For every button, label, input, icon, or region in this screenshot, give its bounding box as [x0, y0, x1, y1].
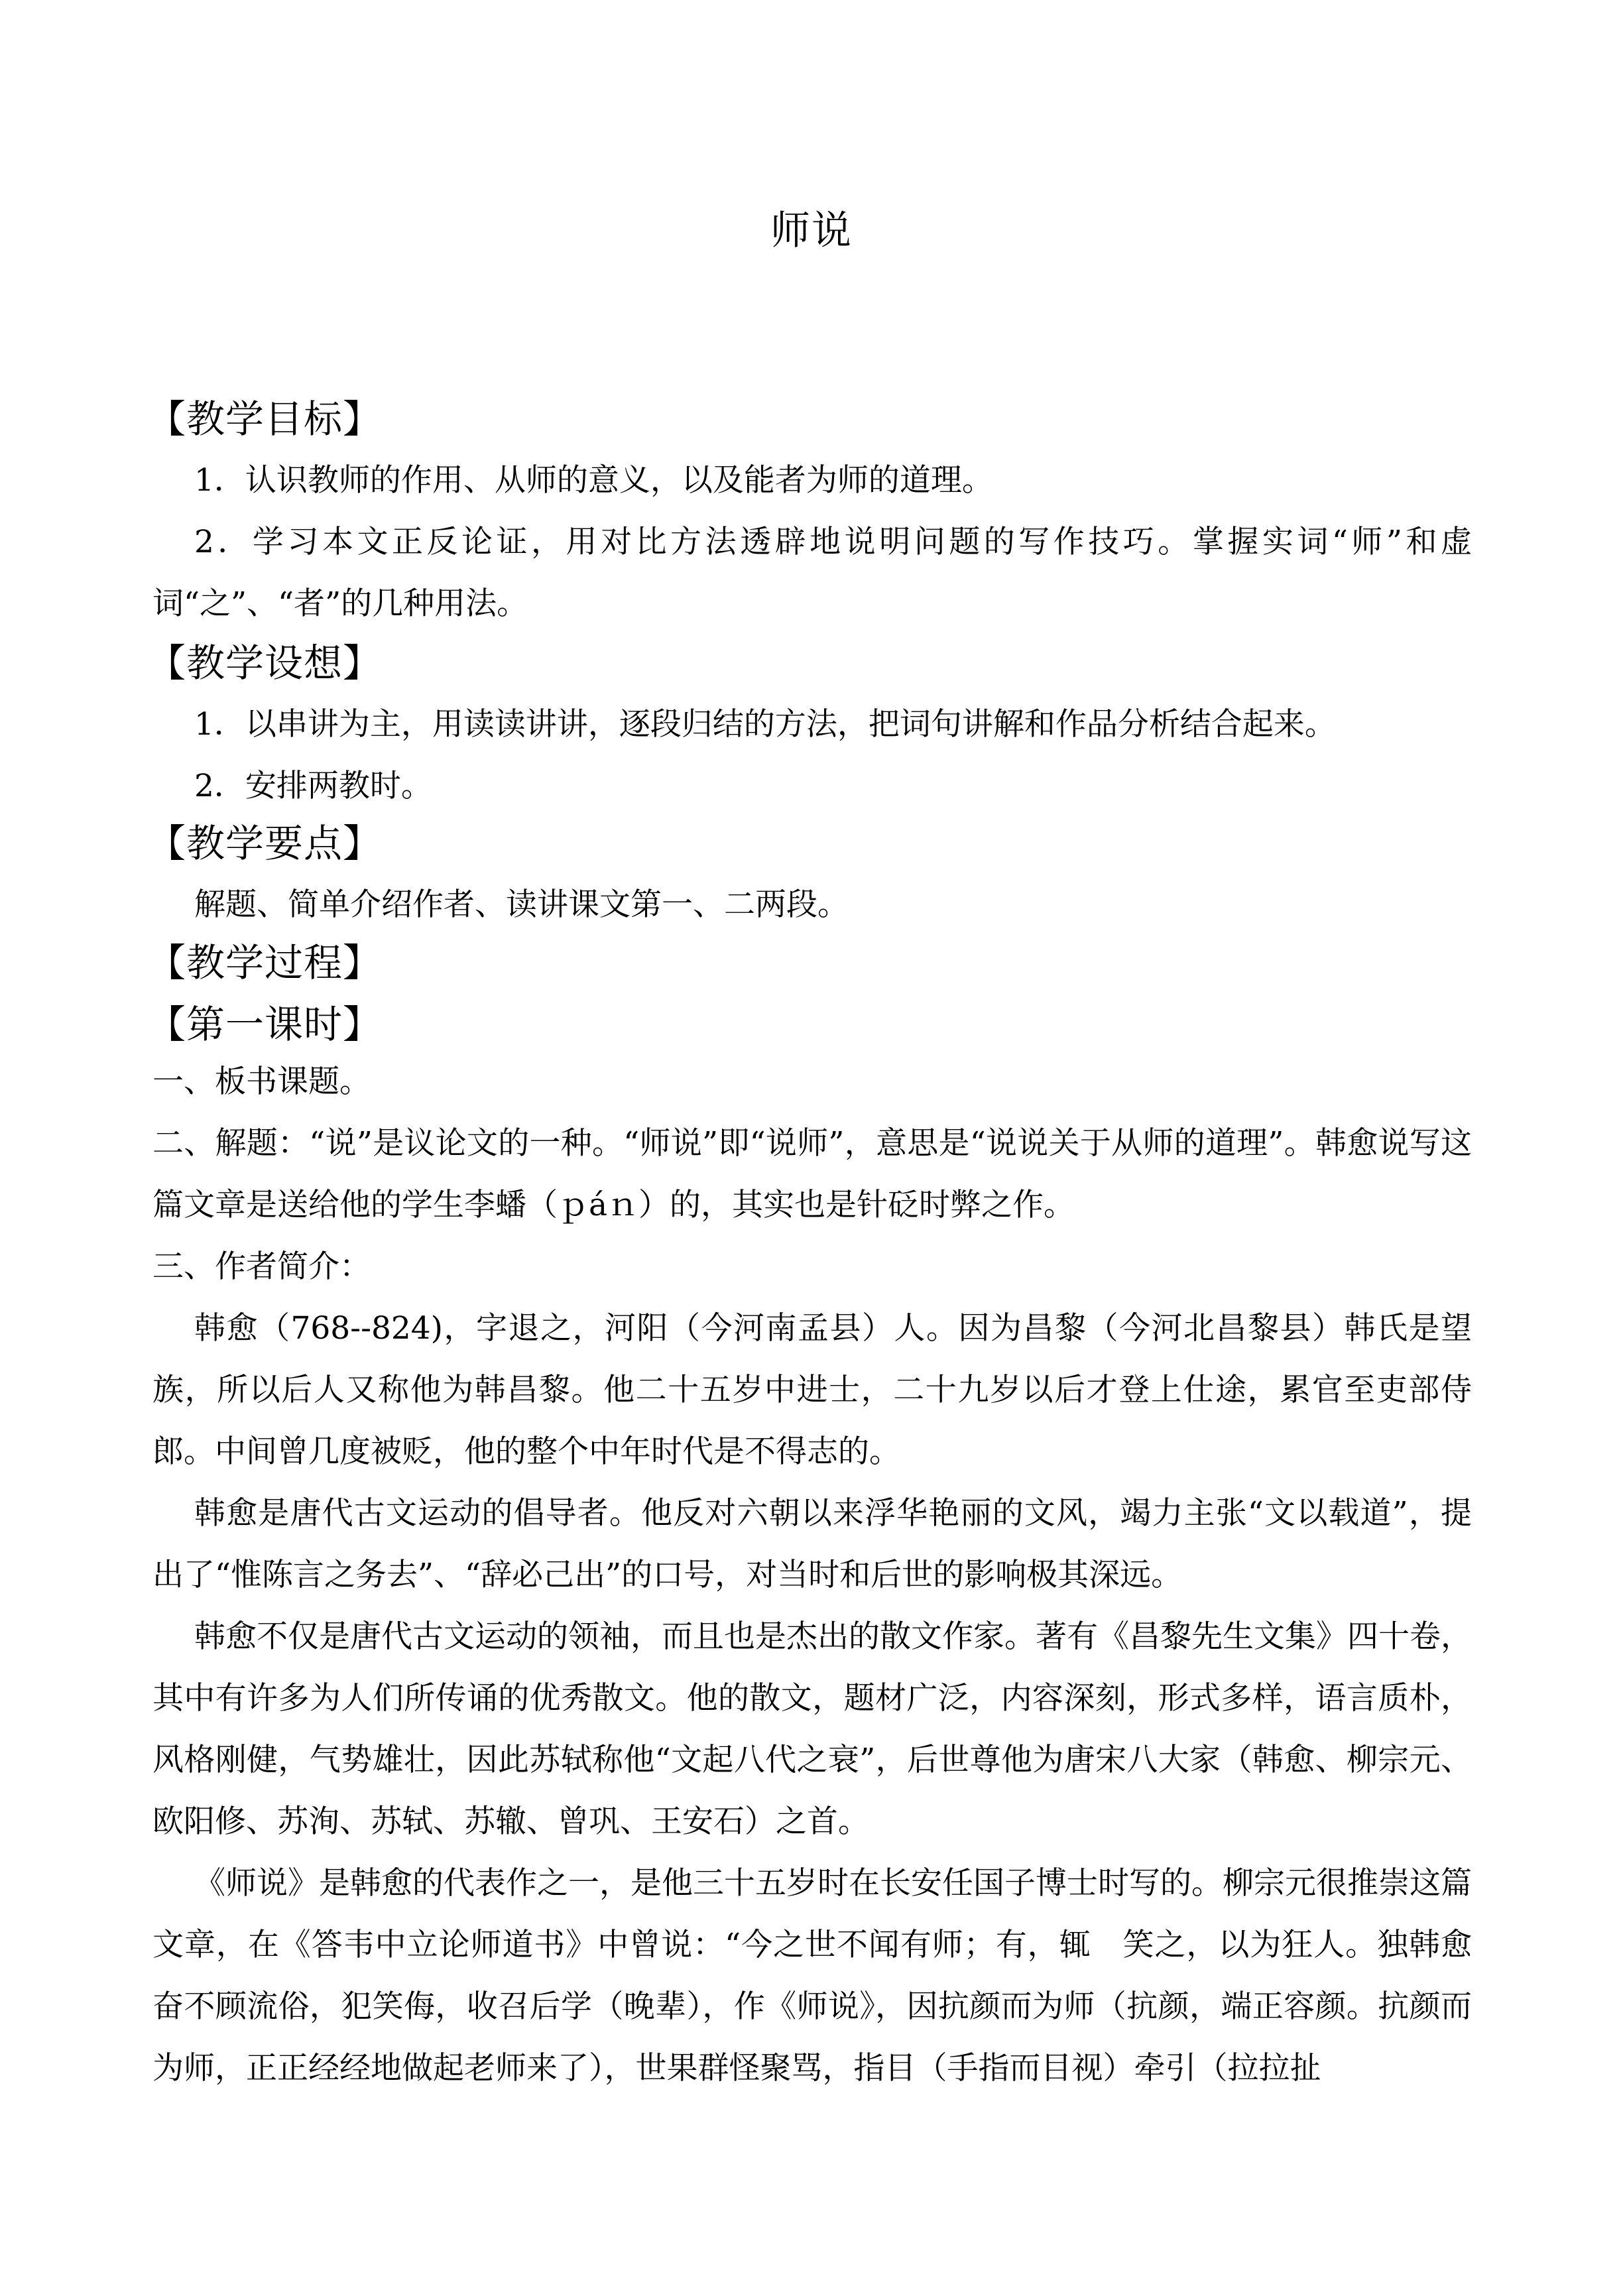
heading-first-lesson: 【第一课时】 [147, 1002, 383, 1047]
step-author-intro: 三、作者简介： [152, 1248, 371, 1285]
heading-teaching-points: 【教学要点】 [147, 821, 383, 866]
step-blackboard-title: 一、板书课题。 [152, 1063, 371, 1100]
step-title-explanation: 二、解题：“说”是议论文的一种。“师说”即“说师”，意思是“说说关于从师的道理”。韩愈说写这篇文章是送给他的学生李蟠（ｐáｎ）的，其实也是针砭时弊之作。 [152, 1125, 1472, 1223]
author-paragraph-1: 韩愈（768--824)，字退之，河阳（今河南孟县）人。因为昌黎（今河北昌黎县）韩氏是望族，所以后人又称他为韩昌黎。他二十五岁中进士，二十九岁以后才登上仕途，累官至吏部侍郎。中间曾几度被贬，他的整个中年时代是不得志的。 [152, 1310, 1472, 1470]
page-title: 师说 [770, 208, 853, 254]
author-paragraph-3: 韩愈不仅是唐代古文运动的领袖，而且也是杰出的散文作家。著有《昌黎先生文集》四十卷，其中有许多为人们所传诵的优秀散文。他的散文，题材广泛，内容深刻，形式多样，语言质朴，风格刚健，气势雄壮，因此苏轼称他“文起八代之衰”，后世尊他为唐宋八大家（韩愈、柳宗元、欧阳修、苏洵、苏轼、苏辙、曾巩、王安石）之首。 [152, 1618, 1472, 1840]
goal-item-1: 1．认识教师的作用、从师的意义，以及能者为师的道理。 [194, 462, 993, 499]
design-item-1: 1．以串讲为主，用读读讲讲，逐段归结的方法，把词句讲解和作品分析结合起来。 [194, 706, 1336, 743]
author-paragraph-2: 韩愈是唐代古文运动的倡导者。他反对六朝以来浮华艳丽的文风，竭力主张“文以载道”，提出了“惟陈言之务去”、“辞必己出”的口号，对当时和后世的影响极其深远。 [152, 1495, 1472, 1593]
design-item-2: 2．安排两教时。 [194, 768, 432, 804]
author-paragraph-4: 《师说》是韩愈的代表作之一，是他三十五岁时在长安任国子博士时写的。柳宗元很推崇这篇文章，在《答韦中立论师道书》中曾说：“今之世不闻有师；有，辄 笑之，以为狂人。独韩愈奋不顾流俗，犯笑侮，收召后学（晚辈），作《师说》，因抗颜而为师（抗颜，端正容颜。抗颜而为师，正正经经地做起老师来了），世果群怪聚骂，指目（手指而目视）牵引（拉拉扯 [152, 1865, 1472, 2086]
heading-teaching-process: 【教学过程】 [147, 940, 383, 985]
heading-teaching-design: 【教学设想】 [147, 640, 383, 686]
heading-teaching-goals: 【教学目标】 [147, 396, 383, 442]
teaching-points-text: 解题、简单介绍作者、读讲课文第一、二两段。 [194, 886, 849, 923]
goal-item-2: 2．学习本文正反论证，用对比方法透辟地说明问题的写作技巧。掌握实词“师”和虚词“之”、“者”的几种用法。 [152, 524, 1472, 622]
